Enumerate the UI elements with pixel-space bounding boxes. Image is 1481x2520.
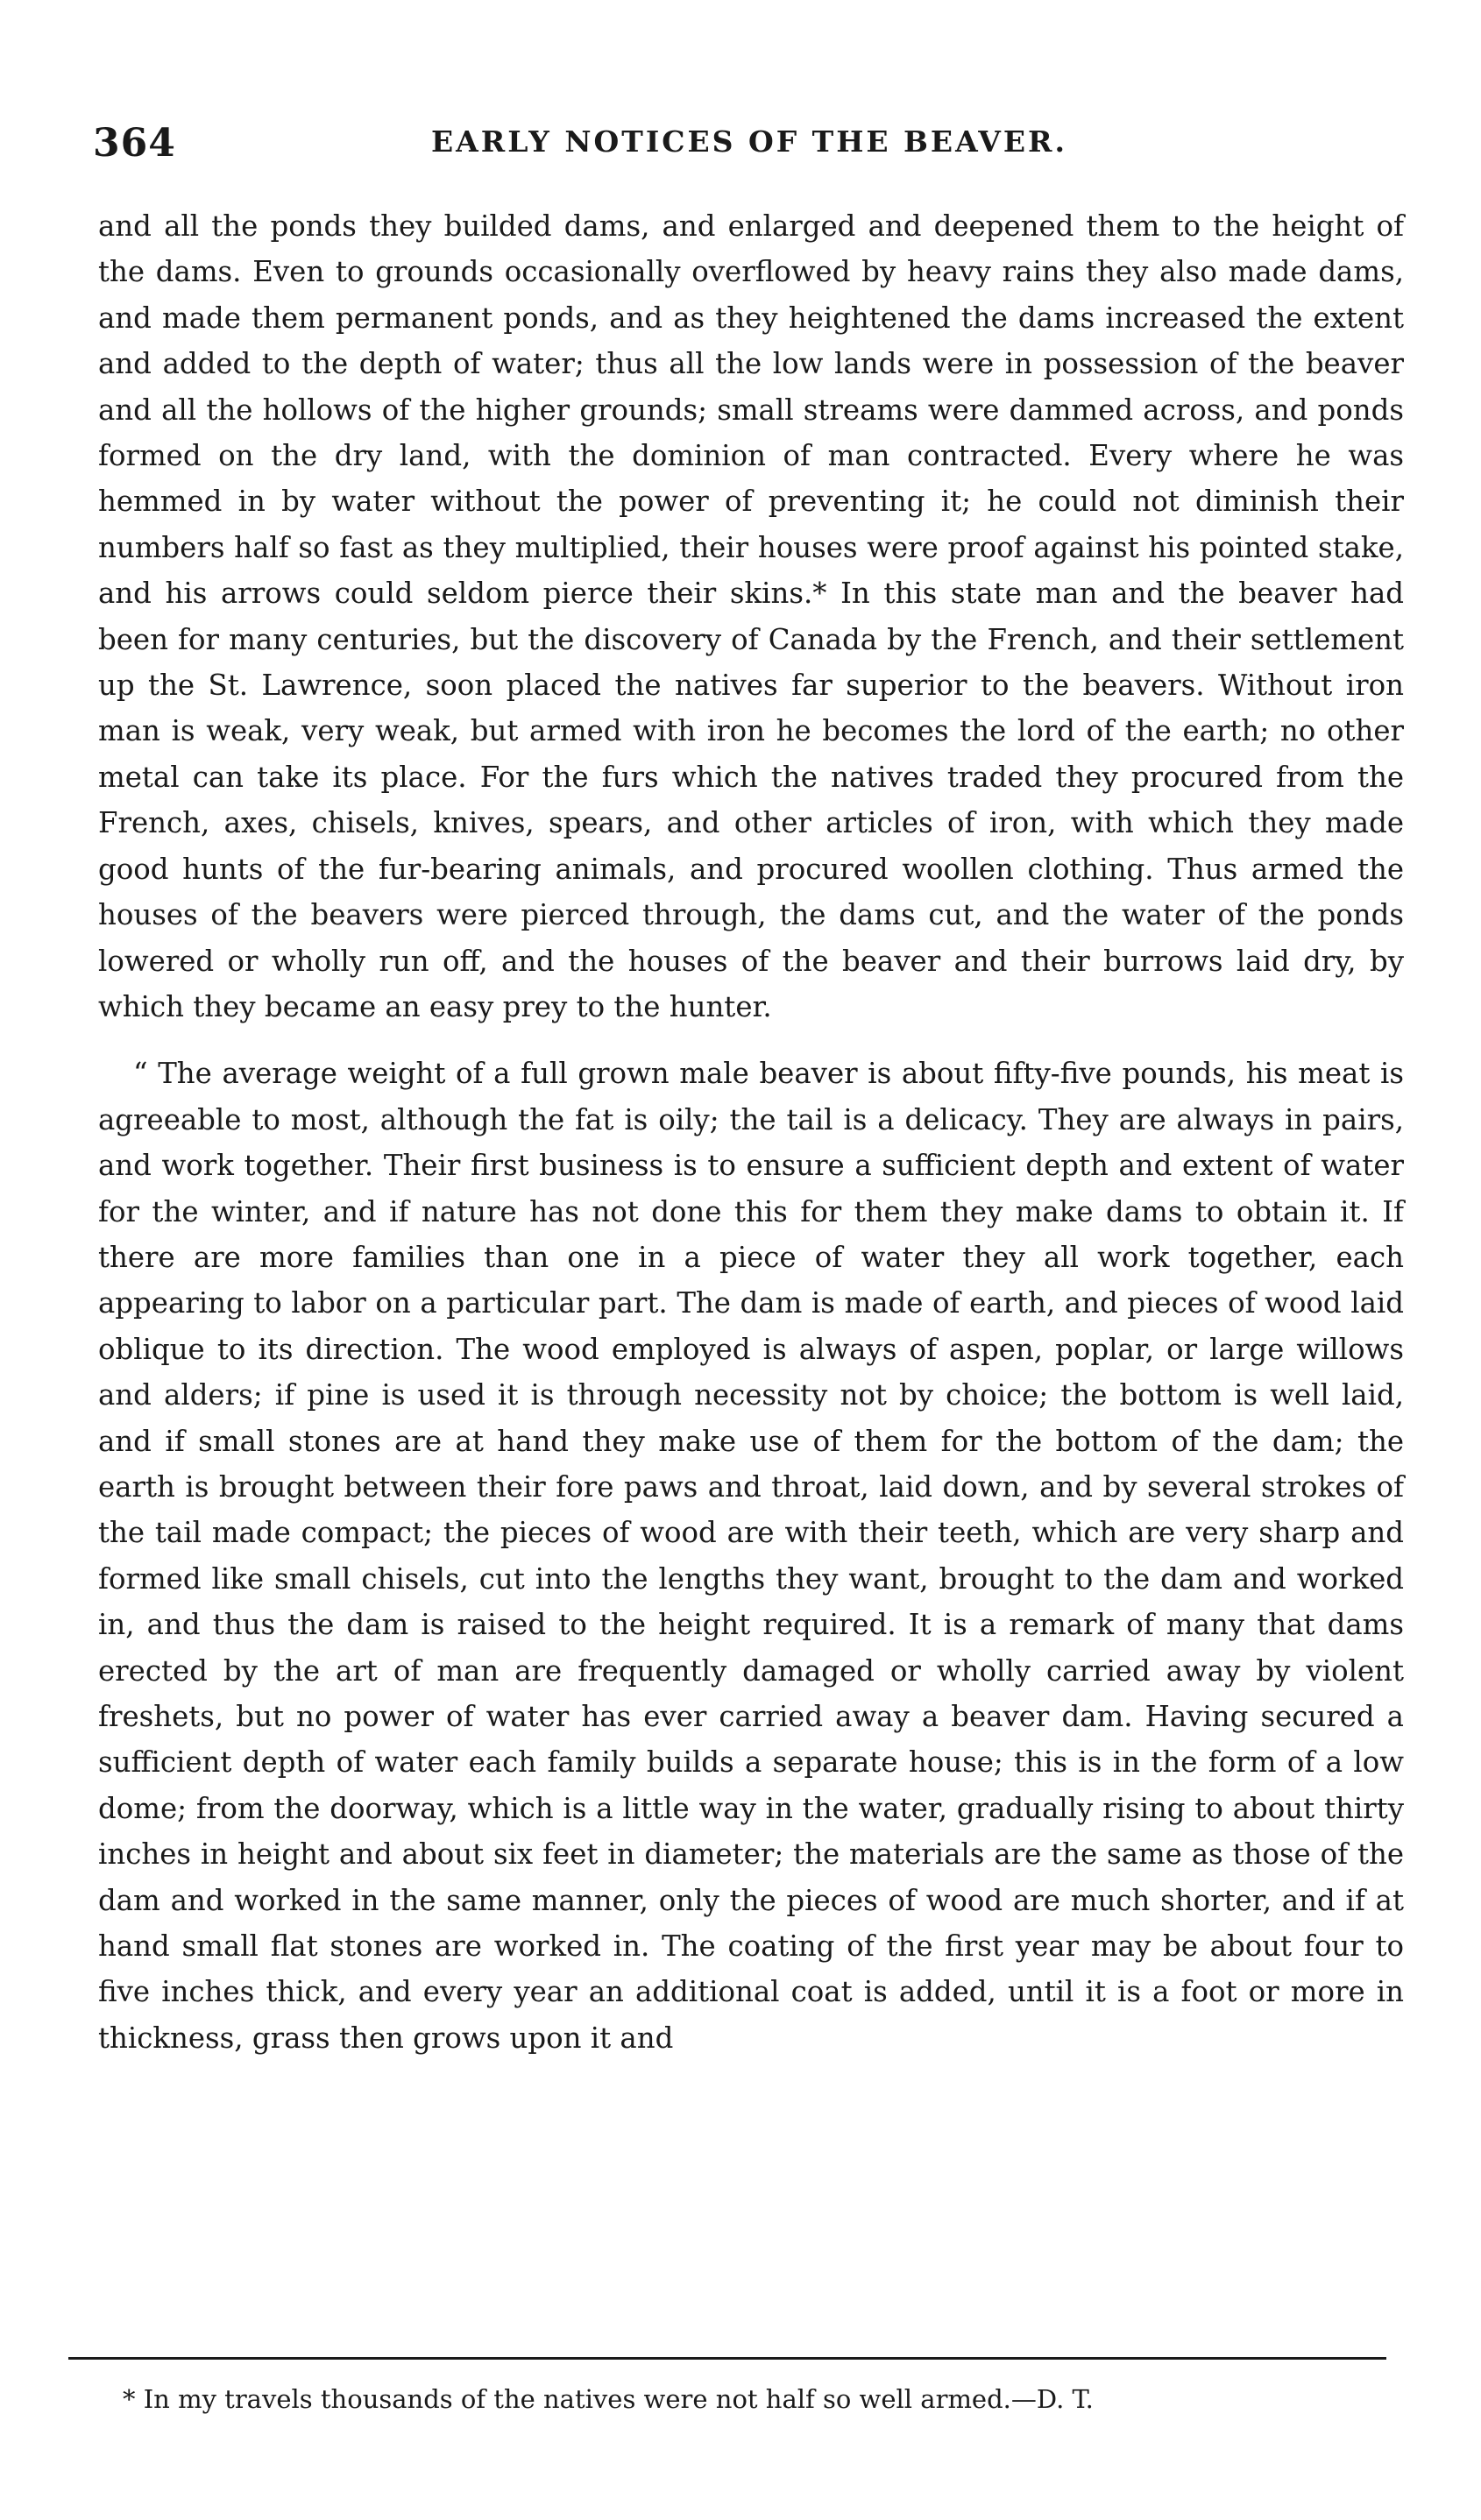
running-title: EARLY NOTICES OF THE BEAVER. xyxy=(431,124,1067,159)
paragraph: and all the ponds they builded dams, and enlarged and deepened them to the height of the dams. Even to grounds occasionally overflowed by heavy rains they also made dams, and made them permanent ponds, and as they heightened the dams increased the extent and added to the depth of water; thus all the low lands were in possession of the beaver and all the hollows of the higher grounds; small streams were dammed across, and ponds formed on the dry land, with the dominion of man contracted. Every where he was hemmed in by water without the power of preventing it; he could not diminish their numbers half so fast as they multiplied, their houses were proof against his pointed stake, and his arrows could seldom pierce their skins.* In this state man and the beaver had been for many centuries, but the discovery of Canada by the French, and their settlement up the St. Lawrence, soon placed the natives far superior to the beavers. Without iron man is weak, very weak, but armed with iron he becomes the lord of the earth; no other metal can take its place. For the furs which the natives traded they procured from the French, axes, chisels, knives, spears, and other articles of iron, with which they made good hunts of the fur-bearing animals, and procured woollen clothing. Thus armed the houses of the beavers were pierced through, the dams cut, and the water of the ponds lowered or wholly run off, and the houses of the beaver and their burrows laid dry, by which they became an easy prey to the hunter. xyxy=(98,209,1404,1023)
body-text xyxy=(98,203,1404,2061)
footnote: * In my travels thousands of the natives were not half so well armed.—D. T. xyxy=(123,2384,1094,2414)
paragraph: “ The average weight of a full grown male beaver is about fifty-five pounds, his meat is agreeable to most, although the fat is oily; the tail is a delicacy. They are always in pairs, and work together. Their first business is to ensure a sufficient depth and extent of water for the winter, and if nature has not done this for them they make dams to obtain it. If there are more families than one in a piece of water they all work together, each appearing to labor on a particular part. The dam is made of earth, and pieces of wood laid oblique to its direction. The wood employed is always of aspen, poplar, or large willows and alders; if pine is used it is through necessity not by choice; the bottom is well laid, and if small stones are at hand they make use of them for the bottom of the dam; the earth is brought between their fore paws and throat, laid down, and by several strokes of the tail made compact; the pieces of wood are with their teeth, which are very sharp and formed like small chisels, cut into the lengths they want, brought to the dam and worked in, and thus the dam is raised to the height required. It is a remark of many that dams erected by the art of man are frequently damaged or wholly carried away by violent freshets, but no power of water has ever carried away a beaver dam. Having secured a sufficient depth of water each family builds a separate house; this is in the form of a low dome; from the doorway, which is a little way in the water, gradually rising to about thirty inches in height and about six feet in diameter; the materials are the same as those of the dam and worked in the same manner, only the pieces of wood are much shorter, and if at hand small flat stones are worked in. The coating of the first year may be about four to five inches thick, and every year an additional coat is added, until it is a foot or more in thickness, grass then grows upon it and xyxy=(98,1057,1404,2055)
page-number: 364 xyxy=(93,121,176,166)
page-header xyxy=(88,121,1411,173)
footnote-divider xyxy=(68,2357,1386,2360)
